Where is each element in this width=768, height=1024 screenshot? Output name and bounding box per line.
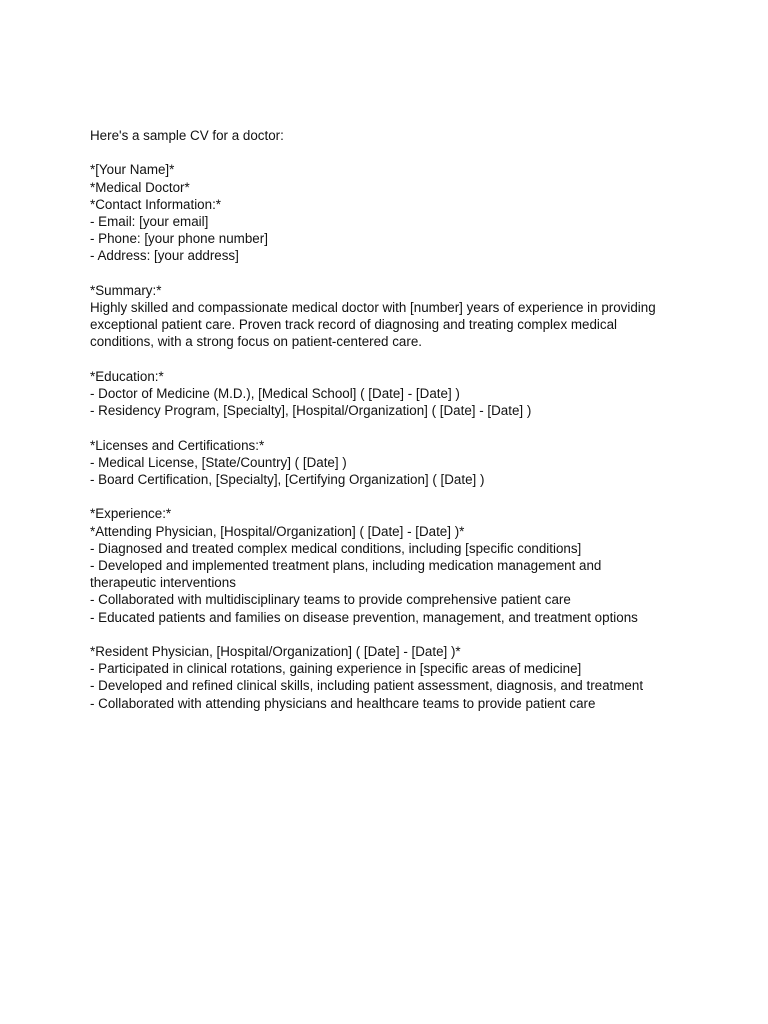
job-title: *Attending Physician, [Hospital/Organization] ( [Date] - [Date] )*: [90, 523, 465, 539]
spacer: [90, 144, 690, 161]
contact-address: - Address: [your address]: [90, 248, 239, 264]
job-title: *Resident Physician, [Hospital/Organization] ( [Date] - [Date] )*: [90, 644, 461, 659]
spacer: [90, 419, 690, 436]
experience-heading: *Experience:*: [90, 506, 172, 522]
spacer: [90, 265, 690, 282]
summary-heading: *Summary:*: [90, 282, 162, 298]
job-item: - Participated in clinical rotations, gaining experience in [specific areas of medicine]: [90, 661, 582, 677]
job-item: - Developed and implemented treatment plans, including medication management and therapeutic interventions: [90, 558, 602, 591]
job-item: - Developed and refined clinical skills, including patient assessment, diagnosis, and treatment: [90, 678, 644, 694]
cv-name: *[Your Name]*: [90, 162, 175, 178]
contact-email: - Email: [your email]: [90, 214, 209, 229]
licenses-heading: *Licenses and Certifications:*: [90, 437, 265, 453]
license-item: - Medical License, [State/Country] ( [Date] ): [90, 454, 347, 470]
job-item: - Collaborated with multidisciplinary teams to provide comprehensive patient care: [90, 592, 571, 608]
job-item: - Educated patients and families on disease prevention, management, and treatment options: [90, 609, 638, 625]
job-item: - Diagnosed and treated complex medical conditions, including [specific conditions]: [90, 540, 582, 556]
education-item: - Doctor of Medicine (M.D.), [Medical School] ( [Date] - [Date] ): [90, 386, 460, 401]
spacer: [90, 488, 690, 505]
cv-document: [90, 127, 690, 712]
license-item: - Board Certification, [Specialty], [Certifying Organization] ( [Date] ): [90, 472, 485, 487]
contact-phone: - Phone: [your phone number]: [90, 231, 268, 247]
spacer: [90, 351, 690, 368]
contact-heading: *Contact Information:*: [90, 196, 221, 212]
summary-text: Highly skilled and compassionate medical doctor with [number] years of experience in providing exceptional patient care. Proven track record of diagnosing and treating complex medical conditions, with a strong focus on patient-centered care.: [90, 300, 656, 350]
education-item: - Residency Program, [Specialty], [Hospital/Organization] ( [Date] - [Date] ): [90, 403, 532, 419]
job-item: - Collaborated with attending physicians and healthcare teams to provide patient care: [90, 695, 596, 711]
spacer: [90, 626, 690, 643]
education-heading: *Education:*: [90, 368, 164, 384]
intro-text: Here's a sample CV for a doctor:: [90, 128, 284, 143]
cv-title: *Medical Doctor*: [90, 179, 190, 195]
